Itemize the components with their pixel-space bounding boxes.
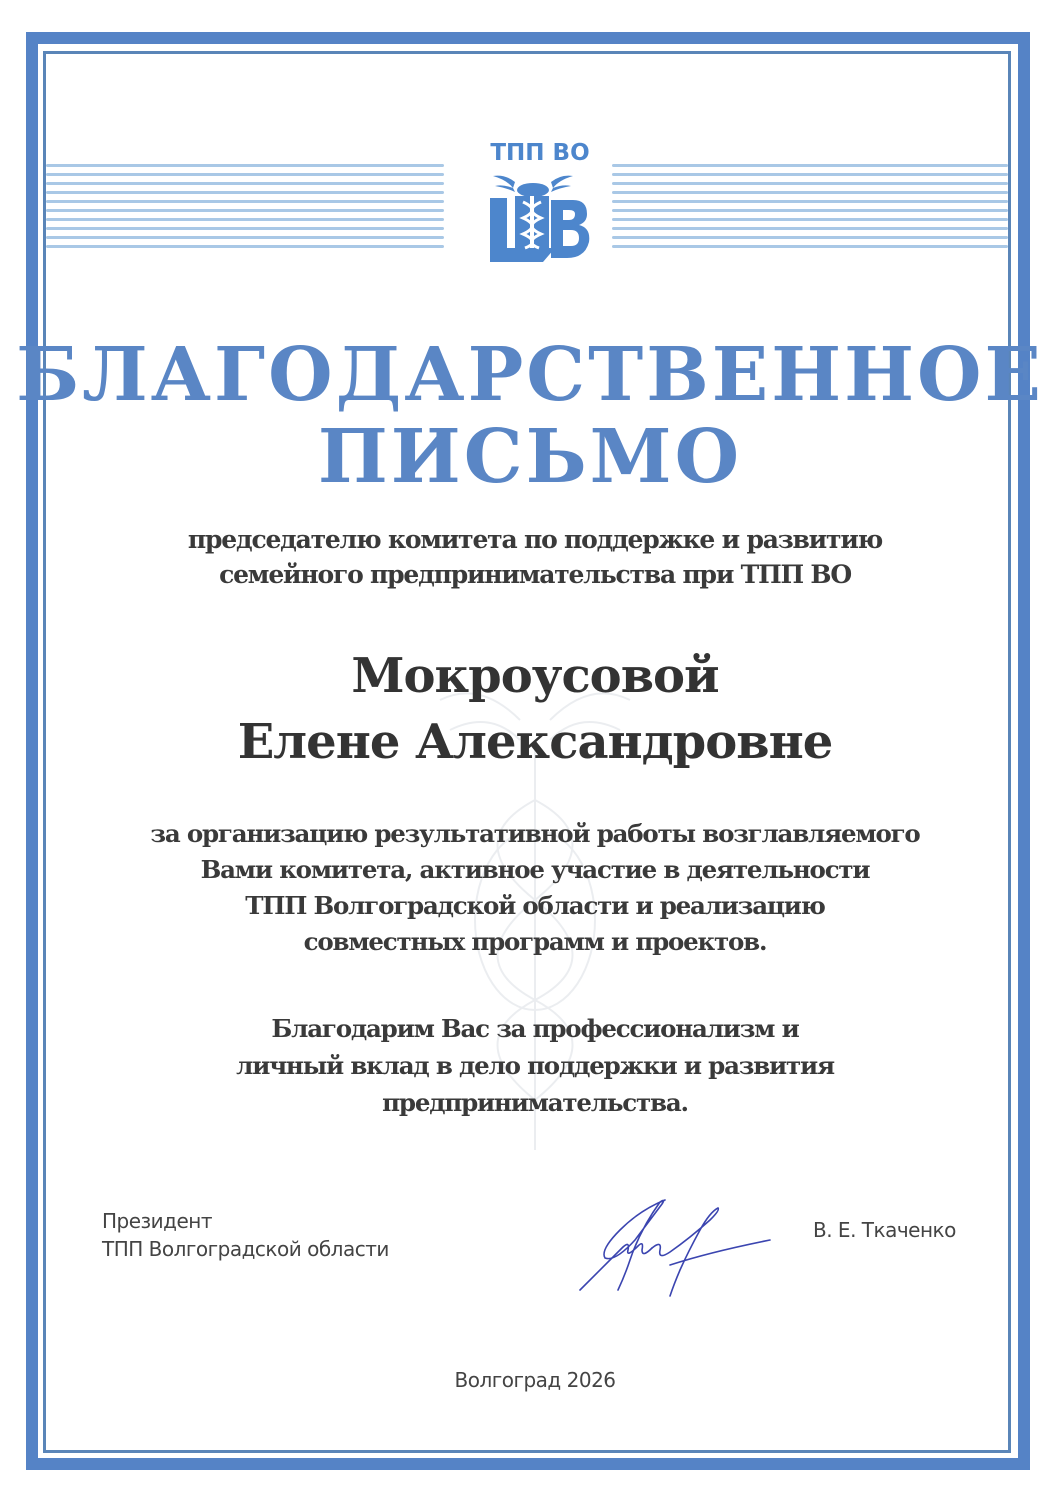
thanks-line: Благодарим Вас за профессионализм и xyxy=(271,1014,799,1043)
thanks-paragraph xyxy=(60,1010,1010,1121)
reason-line: за организацию результативной работы возглавляемого xyxy=(150,819,920,848)
handwritten-signature-icon xyxy=(570,1190,810,1300)
addressee-line-1: председателю комитета по поддержке и развитию xyxy=(187,525,883,554)
recipient-surname: Мокроусовой xyxy=(351,648,719,704)
document-title-line-2: ПИСЬМО xyxy=(317,414,743,500)
signatory-title: Президент xyxy=(102,1209,213,1233)
signatory-name: В. Е. Ткаченко xyxy=(813,1218,956,1242)
logo-text: ТПП ВО xyxy=(490,140,590,166)
reason-paragraph xyxy=(60,816,1010,960)
decorative-lines-right xyxy=(612,164,1008,254)
recipient-given-names: Елене Александровне xyxy=(237,714,833,770)
reason-line: ТПП Волгоградской области и реализацию xyxy=(245,891,825,920)
signatory-position xyxy=(102,1207,389,1263)
reason-line: совместных программ и проектов. xyxy=(303,927,767,956)
signatory-organization: ТПП Волгоградской области xyxy=(102,1237,389,1261)
reason-line: Вами комитета, активное участие в деятельности xyxy=(200,855,870,884)
caduceus-b-emblem-icon xyxy=(485,170,595,265)
addressee-line-2: семейного предпринимательства при ТПП ВО xyxy=(219,560,851,589)
recipient-name xyxy=(60,643,1010,775)
thanks-line: личный вклад в дело поддержки и развития xyxy=(236,1051,834,1080)
addressee-position xyxy=(60,522,1010,592)
organization-logo xyxy=(480,140,600,265)
document-title-line-1: БЛАГОДАРСТВЕННОЕ xyxy=(16,332,1044,418)
decorative-lines-left xyxy=(46,164,444,254)
place-and-year: Волгоград 2026 xyxy=(454,1368,616,1392)
thanks-line: предпринимательства. xyxy=(382,1088,688,1117)
